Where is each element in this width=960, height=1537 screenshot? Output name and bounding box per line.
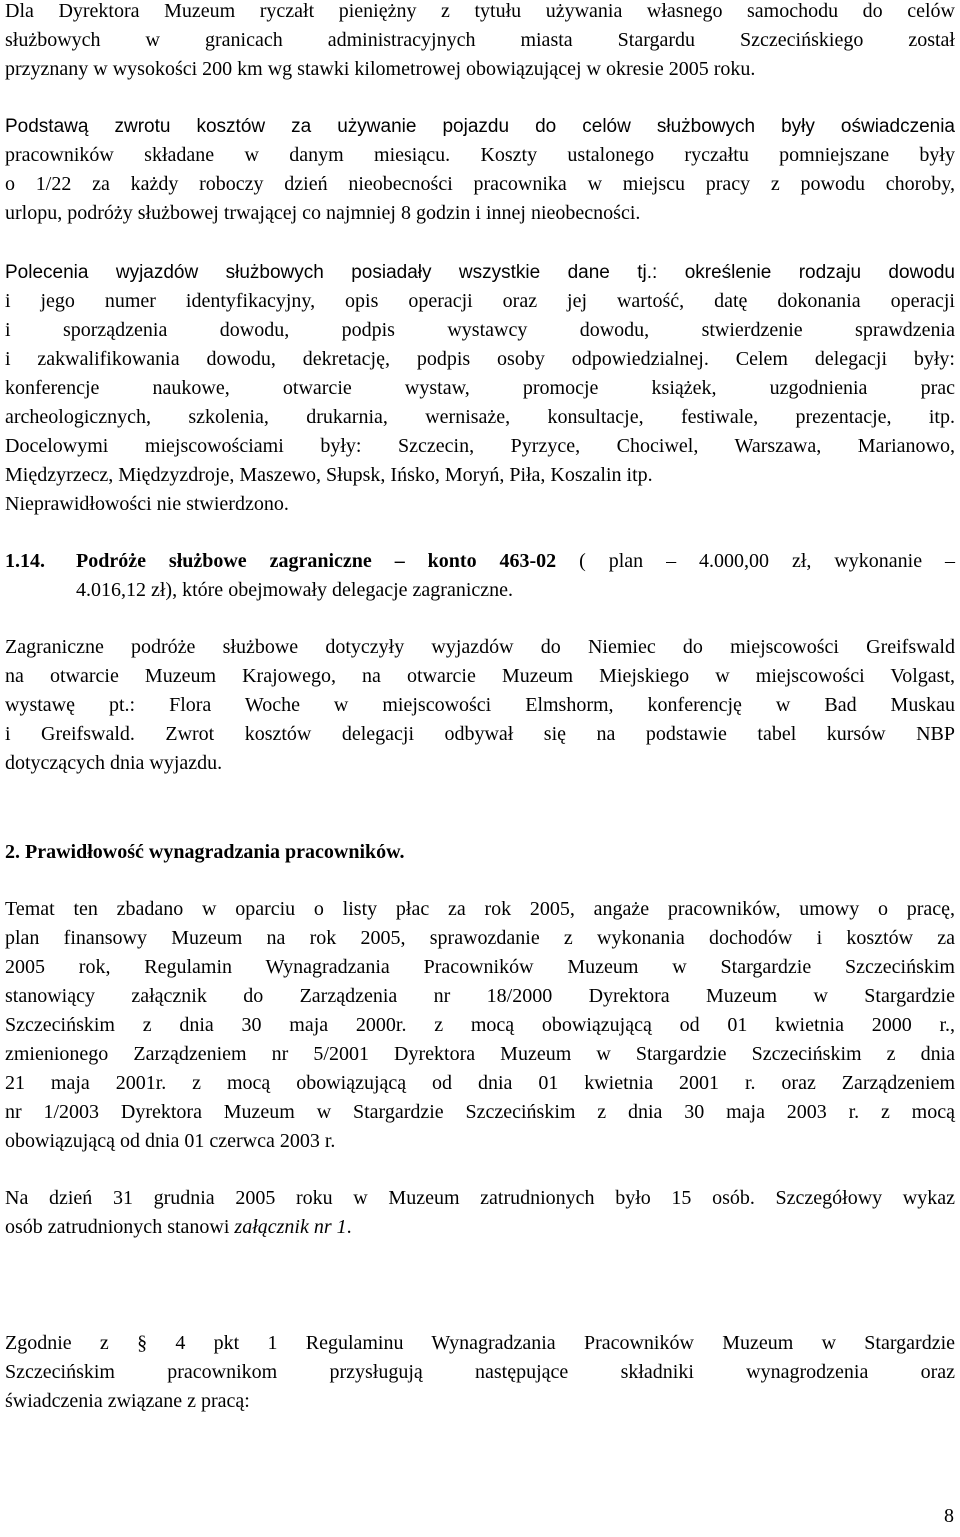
text-line: Podstawą zwrotu kosztów za używanie pojazdu do celów służbowych były oświadczenia — [5, 116, 955, 137]
section-heading-2: 2. Prawidłowość wynagradzania pracowników. — [5, 841, 405, 863]
text-fragment: osób zatrudnionych stanowi — [5, 1216, 235, 1238]
paragraph-regulation — [5, 1329, 955, 1416]
section-number: 1.14. — [5, 550, 45, 572]
page-number: 8 — [944, 1505, 954, 1527]
attachment-reference: załącznik nr 1 — [234, 1216, 347, 1238]
text-line: plan finansowy Muzeum na rok 2005, sprawozdanie z wykonania dochodów i kosztów za — [5, 927, 955, 949]
text-line: 2005 rok, Regulamin Wynagradzania Pracowników Muzeum w Stargardzie Szczecińskim — [5, 956, 955, 978]
text-line — [5, 1213, 955, 1242]
text-line: Polecenia wyjazdów służbowych posiadały wszystkie dane tj.: określenie rodzaju dowodu — [5, 262, 955, 283]
text-line: zmienionego Zarządzeniem nr 5/2001 Dyrektora Muzeum w Stargardzie Szczecińskim z dnia — [5, 1043, 955, 1065]
section-heading-1-14 — [5, 547, 955, 605]
section-title-line2: 4.016,12 zł), które obejmowały delegacje zagraniczne. — [76, 579, 514, 601]
text-line: Szczecińskim z dnia 30 maja 2000r. z mocą obowiązującą od 01 kwietnia 2000 r., — [5, 1014, 955, 1036]
text-line: konferencje naukowe, otwarcie wystaw, promocje książek, uzgodnienia prac — [5, 377, 955, 399]
paragraph-car-allowance — [5, 0, 955, 84]
text-line: Nieprawidłowości nie stwierdzono. — [5, 493, 289, 515]
text-line: o 1/22 za każdy roboczy dzień nieobecności pracownika w miejscu pracy z powodu choroby, — [5, 173, 955, 195]
text-line: świadczenia związane z pracą: — [5, 1390, 250, 1412]
text-line: 21 maja 2001r. z mocą obowiązującą od dnia 01 kwietnia 2001 r. oraz Zarządzeniem — [5, 1072, 955, 1094]
text-line: archeologicznych, szkolenia, drukarnia, wernisaże, konsultacje, festiwale, prezentacje, itp. — [5, 406, 955, 428]
text-line: i sporządzenia dowodu, podpis wystawcy dowodu, stwierdzenie sprawdzenia — [5, 319, 955, 341]
text-line: wystawę pt.: Flora Woche w miejscowości Elmshorm, konferencję w Bad Muskau — [5, 694, 955, 716]
text-line: urlopu, podróży służbowej trwającej co najmniej 8 godzin i innej nieobecności. — [5, 202, 641, 224]
text-line: Zgodnie z § 4 pkt 1 Regulaminu Wynagradzania Pracowników Muzeum w Stargardzie — [5, 1332, 955, 1354]
text-line: Na dzień 31 grudnia 2005 roku w Muzeum zatrudnionych było 15 osób. Szczegółowy wykaz — [5, 1187, 955, 1209]
text-line: nr 1/2003 Dyrektora Muzeum w Stargardzie Szczecińskim z dnia 30 maja 2003 r. z mocą — [5, 1101, 955, 1123]
text-line: przyznany w wysokości 200 km wg stawki kilometrowej obowiązującej w okresie 2005 roku. — [5, 58, 756, 80]
text-line: Docelowymi miejscowościami były: Szczecin, Pyrzyce, Chociwel, Warszawa, Marianowo, — [5, 435, 955, 457]
text-line: obowiązującą od dnia 01 czerwca 2003 r. — [5, 1130, 336, 1152]
paragraph-cost-basis — [5, 112, 955, 228]
text-line: służbowych w granicach administracyjnych miasta Stargardu Szczecińskiego został — [5, 29, 955, 51]
section-title: Podróże służbowe zagraniczne – konto 463-02 — [76, 550, 557, 572]
text-line: stanowiący załącznik do Zarządzenia nr 18/2000 Dyrektora Muzeum w Stargardzie — [5, 985, 955, 1007]
text-line: na otwarcie Muzeum Krajowego, na otwarcie Muzeum Miejskiego w miejscowości Volgast, — [5, 665, 955, 687]
text-line: dotyczących dnia wyjazdu. — [5, 752, 223, 774]
paragraph-employees — [5, 1184, 955, 1242]
text-line: i Greifswald. Zwrot kosztów delegacji odbywał się na podstawie tabel kursów NBP — [5, 723, 955, 745]
text-line: Międzyrzecz, Międzyzdroje, Maszewo, Słupsk, Ińsko, Moryń, Piła, Koszalin itp. — [5, 464, 653, 486]
text-line: pracowników składane w danym miesiącu. Koszty ustalonego ryczałtu pomniejszane były — [5, 144, 955, 166]
paragraph-salary-basis — [5, 895, 955, 1156]
text-line: Dla Dyrektora Muzeum ryczałt pieniężny z tytułu używania własnego samochodu do celów — [5, 0, 955, 22]
text-line: i jego numer identyfikacyjny, opis operacji oraz jej wartość, datę dokonania operacji — [5, 290, 955, 312]
text-line: Zagraniczne podróże służbowe dotyczyły wyjazdów do Niemiec do miejscowości Greifswald — [5, 636, 955, 658]
text-fragment: . — [346, 1216, 352, 1238]
section-title-rest: ( plan – 4.000,00 zł, wykonanie – — [556, 550, 956, 572]
text-line: Szczecińskim pracownikom przysługują następujące składniki wynagrodzenia oraz — [5, 1361, 955, 1383]
text-line: Temat ten zbadano w oparciu o listy płac za rok 2005, angaże pracowników, umowy o pracę, — [5, 898, 955, 920]
paragraph-travel-orders — [5, 258, 955, 519]
text-line: i zakwalifikowania dowodu, dekretację, podpis osoby odpowiedzialnej. Celem delegacji były: — [5, 348, 955, 370]
paragraph-foreign-travel — [5, 633, 955, 778]
